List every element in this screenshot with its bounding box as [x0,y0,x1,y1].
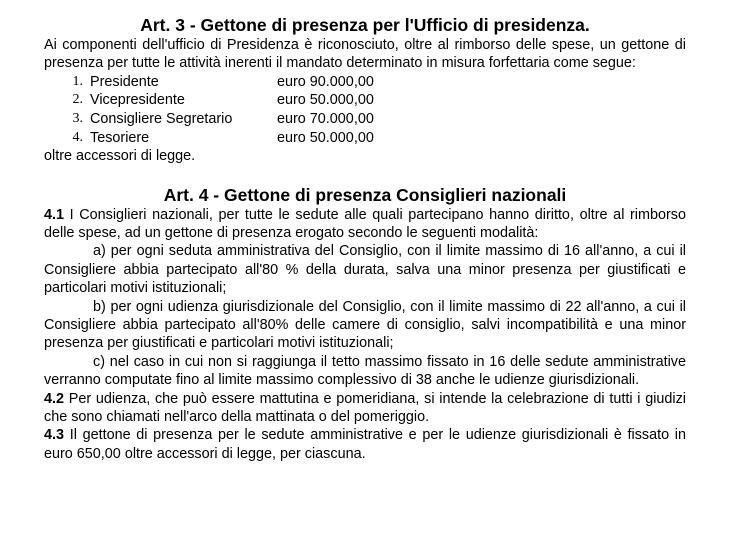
list-item-number: 4. [72,129,83,145]
art4-subitem-c: c) nel caso in cui non si raggiunga il tetto massimo fissato in 16 delle sedute amministrative verranno computate fino al limite massimo complessivo di 38 anche le udienze giurisdizionali. [44,353,686,389]
list-item-role: Presidente [90,73,159,90]
paragraph-label: 4.1 [44,206,65,223]
list-item-number: 2. [72,92,83,108]
paragraph-text: Per udienza, che può essere mattutina e pomeridiana, si intende la celebrazione di tutti i giudizi che sono chiamati nell'arco della mattinata o del pomeriggio. [44,390,686,426]
art4-title: Art. 4 - Gettone di presenza Consiglieri nazionali [163,184,567,205]
paragraph-text: Il gettone di presenza per le sedute amministrative e per le udienze giurisdizionali è fissato in euro 650,00 oltre accessori di legge, per ciascuna. [44,427,686,462]
art3-title: Art. 3 - Gettone di presenza per l'Ufficio di presidenza. [140,15,590,35]
list-item-number: 1. [72,73,83,89]
list-item-role: Tesoriere [90,129,150,146]
paragraph-label: 4.2 [44,390,65,407]
list-item [44,129,686,148]
list-item-role: Consigliere Segretario [90,111,233,127]
list-item-amount: euro 90.000,00 [277,73,374,90]
art4-paragraph-4-3 [44,426,686,463]
list-item-amount: euro 50.000,00 [277,92,374,109]
list-item-amount: euro 70.000,00 [277,111,374,127]
art3-fee-list [44,73,686,147]
art4-paragraph-4-1 [44,206,686,243]
list-item [44,91,686,110]
section-spacer [44,166,686,184]
art3-outro: oltre accessori di legge. [44,148,196,165]
list-item [44,73,686,92]
paragraph-label: 4.3 [44,427,65,444]
list-item-role: Vicepresidente [90,92,185,109]
list-item [44,110,686,129]
art3-intro: Ai componenti dell'ufficio di Presidenza è riconosciuto, oltre al rimborso delle spese, un gettone di presenza per tutte le attività inerenti il mandato determinato in misura forfettaria come segue: [44,37,686,72]
list-item-amount: euro 50.000,00 [277,129,374,146]
art4-subitem-b: b) per ogni udienza giurisdizionale del Consiglio, con il limite massimo di 22 all'anno, a cui il Consigliere abbia partecipato all'80% delle camere di consiglio, salvi incompatibilità e una minor presenza per giustificati e particolari motivi istituzionali; [44,298,686,352]
paragraph-text: I Consiglieri nazionali, per tutte le sedute alle quali partecipano hanno diritto, oltre al rimborso delle spese, ad un gettone di presenza erogato secondo le seguenti modalità: [44,206,686,241]
document-page [44,14,686,463]
art4-subitem-a: a) per ogni seduta amministrativa del Consiglio, con il limite massimo di 16 all'anno, a cui il Consigliere abbia partecipato all'80 % della durata, salva una minor presenza per giustificati e particolari motivi istituzionali; [44,243,686,297]
list-item-number: 3. [72,111,83,126]
art4-paragraph-4-2 [44,390,686,427]
